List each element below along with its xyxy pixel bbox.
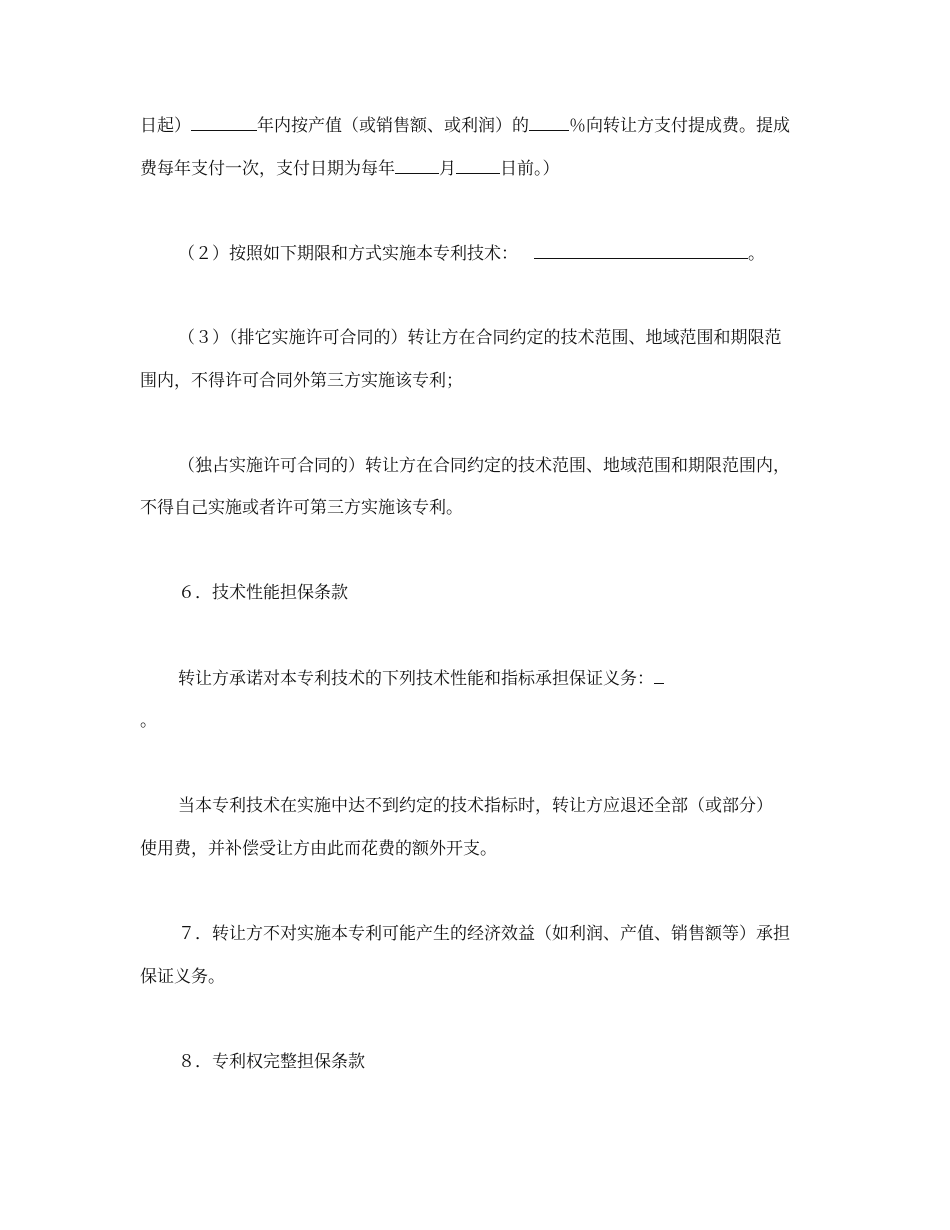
text-segment: 日起）: [140, 116, 191, 136]
royalty-paragraph-line-2: [140, 157, 820, 180]
text-segment: （３）（排它实施许可合同的）转让方在合同约定的技术范围、地域范围和期限范: [178, 328, 782, 348]
implementation-method-clause: [178, 242, 858, 265]
sole-license-clause-line-1: [178, 455, 858, 477]
text-segment: 费每年支付一次，支付日期为每年: [140, 159, 395, 179]
refund-clause-line-1: [178, 795, 858, 817]
sole-license-clause-line-2: [140, 497, 820, 519]
text-segment: 年内按产值（或销售额、或利润）的: [257, 116, 529, 136]
section-6-heading: [178, 582, 858, 604]
text-segment: 转让方承诺对本专利技术的下列技术性能和指标承担保证义务：: [178, 669, 654, 689]
text-segment: 月: [439, 159, 456, 179]
text-segment: 当本专利技术在实施中达不到约定的技术指标时，转让方应退还全部（或部分）: [178, 796, 773, 816]
section-7-line-2: [140, 966, 820, 988]
text-segment: 不得自己实施或者许可第三方实施该专利。: [140, 498, 463, 518]
blank-years: [191, 114, 257, 131]
text-segment: （独占实施许可合同的）转让方在合同约定的技术范围、地域范围和期限范围内，: [178, 456, 790, 476]
text-segment: （２）按照如下期限和方式实施本专利技术：: [178, 244, 518, 264]
text-segment: 保证义务。: [140, 967, 225, 987]
performance-guarantee-line-1: [178, 667, 858, 690]
text-segment: ７．转让方不对实施本专利可能产生的经济效益（如利润、产值、销售额等）承担: [178, 924, 790, 944]
text-segment: 使用费，并补偿受让方由此而花费的额外开支。: [140, 839, 497, 859]
text-segment: 日前。）: [500, 159, 560, 179]
text-segment: 。: [748, 244, 765, 264]
section-8-heading: [178, 1051, 858, 1073]
blank-method: [534, 242, 748, 259]
text-segment: 。: [140, 711, 157, 731]
blank-month: [395, 157, 439, 174]
refund-clause-line-2: [140, 838, 820, 860]
blank-percent: [529, 114, 569, 131]
blank-performance: [654, 667, 664, 684]
performance-guarantee-line-2: [140, 710, 820, 732]
text-segment: ％向转让方支付提成费。提成: [569, 116, 790, 136]
exclusive-license-clause-line-2: [140, 370, 820, 392]
blank-day: [456, 157, 500, 174]
text-segment: ６．技术性能担保条款: [178, 583, 348, 603]
text-segment: 围内，不得许可合同外第三方实施该专利；: [140, 371, 463, 391]
exclusive-license-clause-line-1: [178, 327, 858, 349]
section-7-line-1: [178, 923, 858, 945]
royalty-paragraph-line-1: [140, 114, 820, 137]
text-segment: ８．专利权完整担保条款: [178, 1052, 365, 1072]
